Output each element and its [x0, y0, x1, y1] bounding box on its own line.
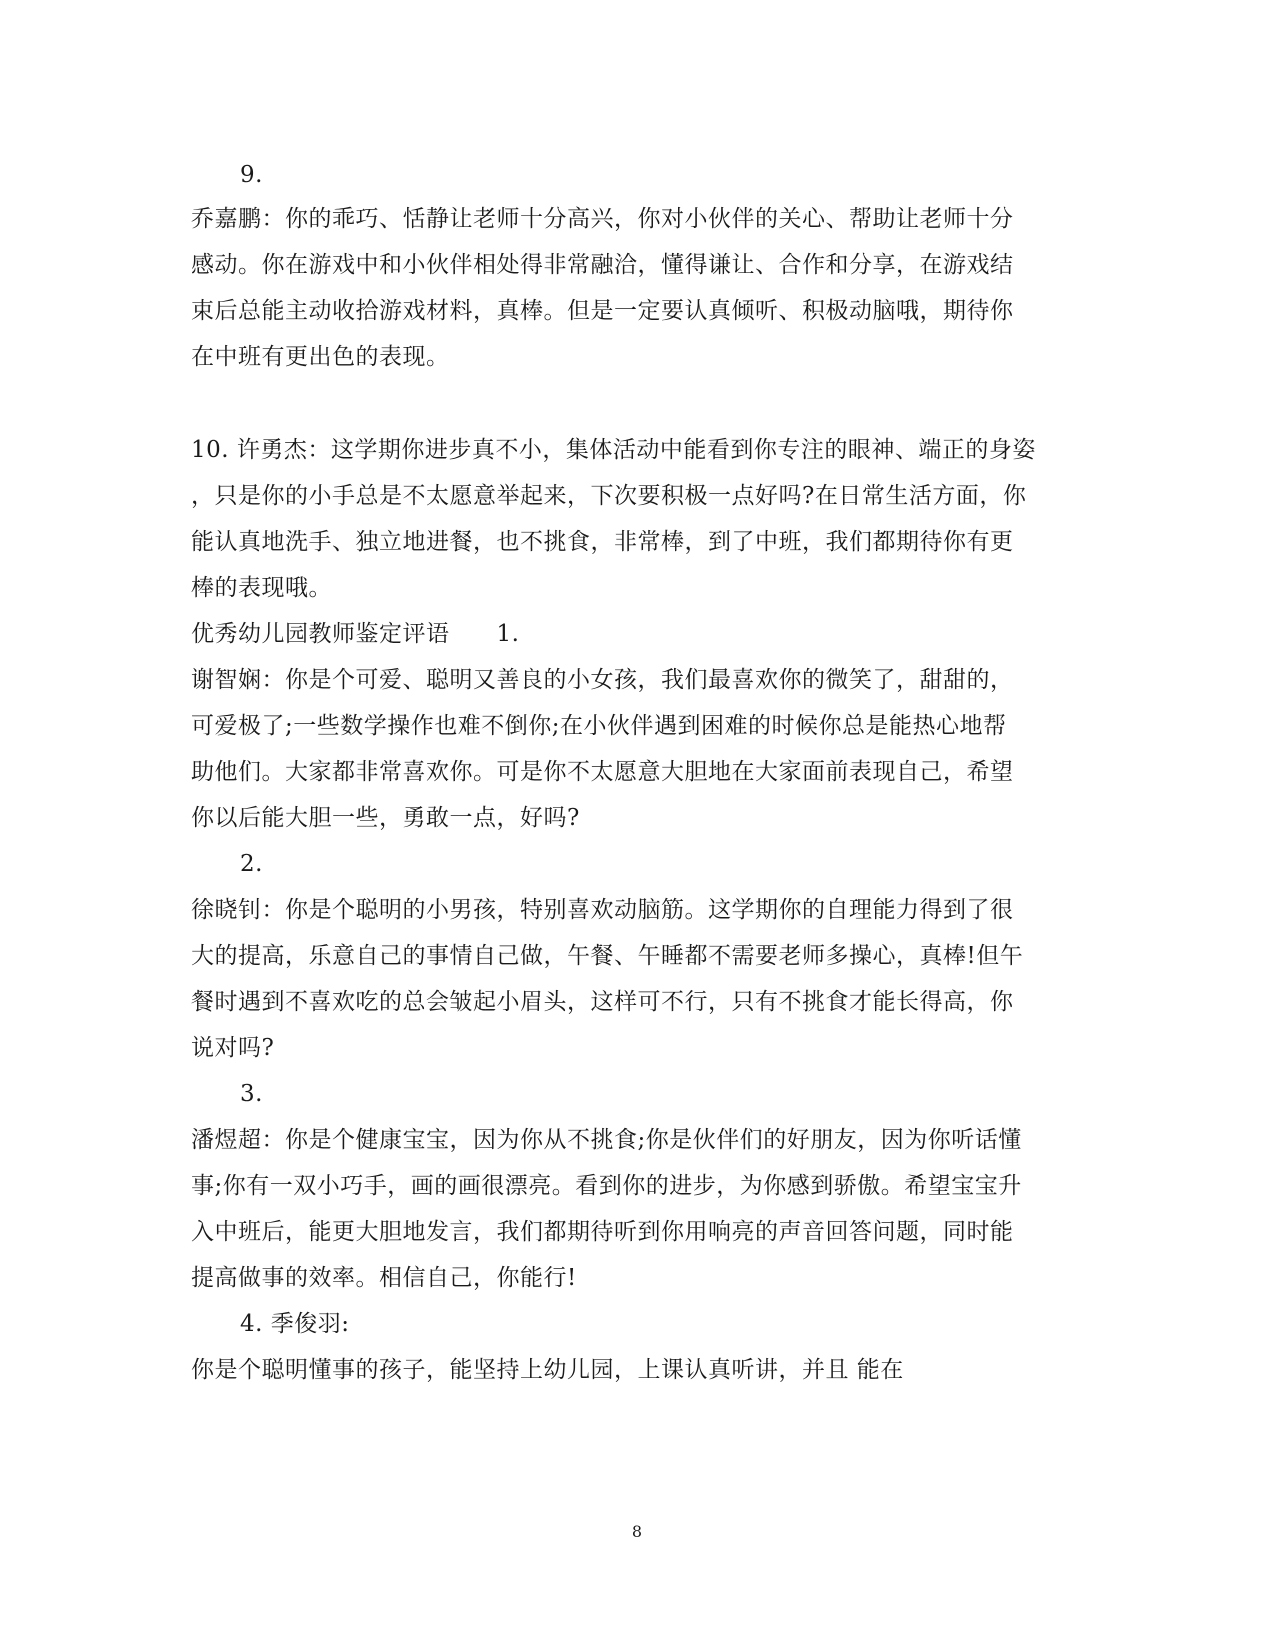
paragraph-line: 餐时遇到不喜欢吃的总会皱起小眉头，这样可不行，只有不挑食才能长得高，你 [191, 989, 1014, 1015]
paragraph-line: 潘煜超：你是个健康宝宝，因为你从不挑食;你是伙伴们的好朋友，因为你听话懂 [191, 1127, 1022, 1153]
paragraph-line: 感动。你在游戏中和小伙伴相处得非常融洽，懂得谦让、合作和分享，在游戏结 [191, 252, 1014, 278]
paragraph-line: 提高做事的效率。相信自己，你能行! [191, 1265, 577, 1291]
paragraph-line: 棒的表现哦。 [191, 575, 332, 601]
paragraph-line: 入中班后，能更大胆地发言，我们都期待听到你用响亮的声音回答问题，同时能 [191, 1219, 1014, 1245]
paragraph-line: 你是个聪明懂事的孩子，能坚持上幼儿园，上课认真听讲，并且 能在 [191, 1357, 904, 1383]
item-number-3: 3. [240, 1081, 263, 1107]
paragraph-line: 事;你有一双小巧手，画的画很漂亮。看到你的进步，为你感到骄傲。希望宝宝升 [191, 1173, 1022, 1199]
item-number-2: 2. [240, 851, 263, 877]
paragraph-line: 乔嘉鹏：你的乖巧、恬静让老师十分高兴，你对小伙伴的关心、帮助让老师十分 [191, 206, 1014, 232]
paragraph-line: 在中班有更出色的表现。 [191, 344, 450, 370]
paragraph-line: 助他们。大家都非常喜欢你。可是你不太愿意大胆地在大家面前表现自己，希望 [191, 759, 1014, 785]
paragraph-line: 谢智娴：你是个可爱、聪明又善良的小女孩，我们最喜欢你的微笑了，甜甜的， [191, 667, 1014, 693]
paragraph-line: 能认真地洗手、独立地进餐，也不挑食，非常棒，到了中班，我们都期待你有更 [191, 529, 1014, 555]
paragraph-line: 可爱极了;一些数学操作也难不倒你;在小伙伴遇到困难的时候你总是能热心地帮 [191, 713, 1007, 739]
paragraph-line: 10. 许勇杰：这学期你进步真不小，集体活动中能看到你专注的眼神、端正的身姿 [191, 437, 1036, 463]
item-number-9: 9. [240, 162, 263, 188]
paragraph-line: 大的提高，乐意自己的事情自己做，午餐、午睡都不需要老师多操心，真棒!但午 [191, 943, 1024, 969]
page-number: 8 [631, 1522, 643, 1541]
paragraph-line: 束后总能主动收拾游戏材料，真棒。但是一定要认真倾听、积极动脑哦，期待你 [191, 298, 1014, 324]
paragraph-line: 说对吗? [191, 1035, 275, 1061]
item-number-4: 4. 季俊羽: [240, 1311, 350, 1337]
section-heading: 优秀幼儿园教师鉴定评语 1. [191, 621, 520, 647]
paragraph-line: 徐晓钊：你是个聪明的小男孩，特别喜欢动脑筋。这学期你的自理能力得到了很 [191, 897, 1014, 923]
paragraph-line: 你以后能大胆一些，勇敢一点，好吗? [191, 805, 580, 831]
paragraph-line: ，只是你的小手总是不太愿意举起来，下次要积极一点好吗?在日常生活方面，你 [191, 483, 1027, 509]
